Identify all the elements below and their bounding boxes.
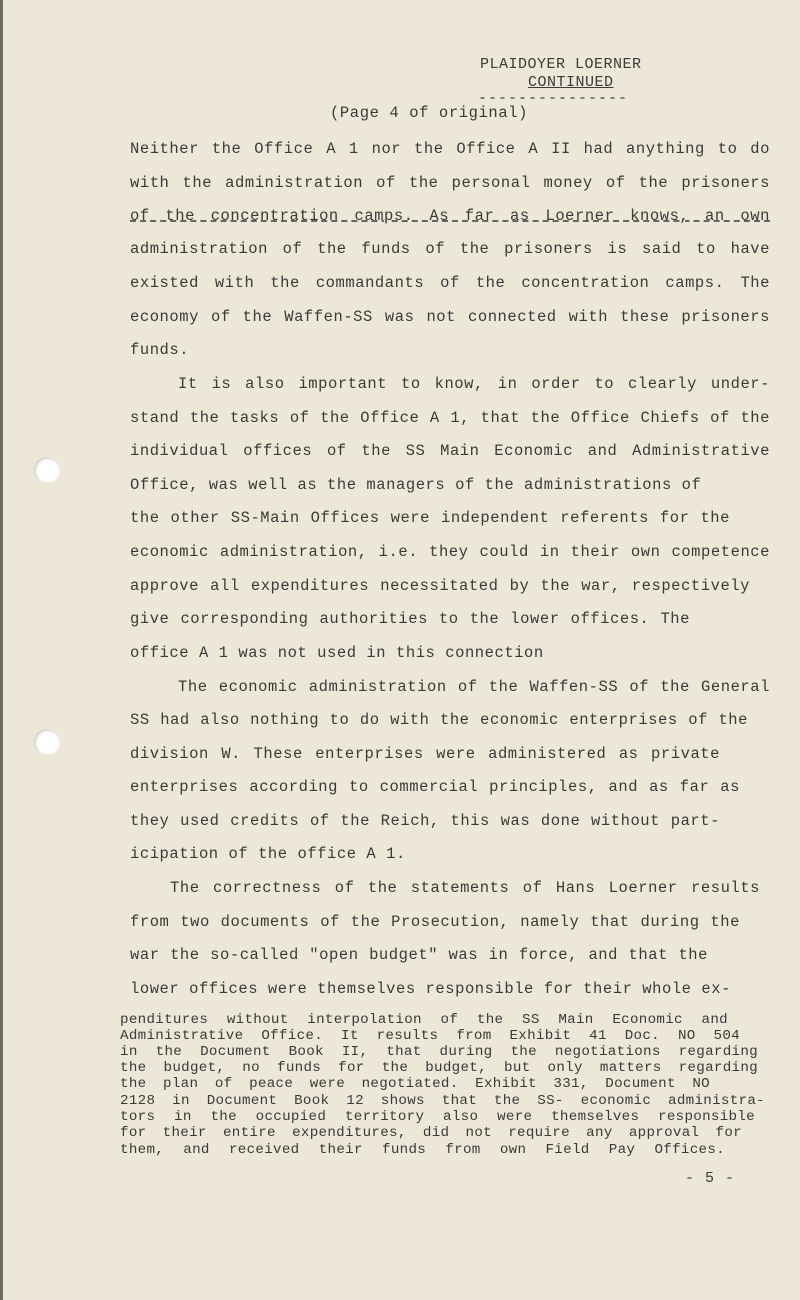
document-header bbox=[478, 56, 678, 108]
text-line: war the so-called "open budget" was in force, and that the bbox=[130, 946, 708, 964]
text-line: Neither the Office A 1 nor the Office A II had anything to do bbox=[130, 140, 770, 158]
text-line: of the concentration camps. As far as Loerner knows, an own bbox=[130, 207, 770, 225]
text-line: enterprises according to commercial principles, and as far as bbox=[130, 778, 740, 796]
text-line: the other SS-Main Offices were independent referents for the bbox=[130, 509, 730, 527]
text-line: with the administration of the personal money of the prisoners bbox=[130, 174, 770, 192]
punch-hole-bottom bbox=[34, 729, 60, 755]
text-line: division W. These enterprises were administered as private bbox=[130, 745, 720, 763]
text-line: The correctness of the statements of Hans Loerner results bbox=[170, 879, 760, 897]
text-line: Office, was well as the managers of the administrations of bbox=[130, 476, 702, 494]
text-line-small: penditures without interpolation of the SS Main Economic and bbox=[120, 1012, 728, 1028]
header-rule: --------------- bbox=[478, 90, 629, 107]
text-line: existed with the commandants of the concentration camps. The bbox=[130, 274, 770, 292]
text-line-small: tors in the occupied territory also were themselves responsible bbox=[120, 1109, 755, 1125]
text-line: SS had also nothing to do with the economic enterprises of the bbox=[130, 711, 748, 729]
page-number: - 5 - bbox=[685, 1170, 736, 1187]
text-line: give corresponding authorities to the lower offices. The bbox=[130, 610, 690, 628]
text-line: lower offices were themselves responsible for their whole ex- bbox=[130, 980, 731, 998]
text-line: economy of the Waffen-SS was not connected with these prisoners bbox=[130, 308, 770, 326]
page-reference: (Page 4 of original) bbox=[330, 104, 529, 122]
text-line: they used credits of the Reich, this was done without part- bbox=[130, 812, 720, 830]
text-line-small: in the Document Book II, that during the negotiations regarding bbox=[120, 1044, 758, 1060]
header-title: PLAIDOYER LOERNER bbox=[480, 56, 642, 73]
text-line: from two documents of the Prosecution, namely that during the bbox=[130, 913, 740, 931]
text-line: economic administration, i.e. they could in their own competence bbox=[130, 543, 770, 561]
text-line: The economic administration of the Waffen-SS of the General bbox=[178, 678, 770, 696]
text-line-small: Administrative Office. It results from Exhibit 41 Doc. NO 504 bbox=[120, 1028, 740, 1044]
text-line-small: them, and received their funds from own Field Pay Offices. bbox=[120, 1142, 725, 1158]
text-line: approve all expenditures necessitated by the war, respectively bbox=[130, 577, 750, 595]
text-line: administration of the funds of the prisoners is said to have bbox=[130, 240, 770, 258]
text-line: funds. bbox=[130, 341, 190, 359]
text-line: office A 1 was not used in this connection bbox=[130, 644, 544, 662]
text-line-small: for their entire expenditures, did not require any approval for bbox=[120, 1125, 742, 1141]
text-line: stand the tasks of the Office A 1, that the Office Chiefs of the bbox=[130, 409, 770, 427]
page-edge bbox=[0, 0, 3, 1300]
text-line: icipation of the office A 1. bbox=[130, 845, 406, 863]
text-line-small: 2128 in Document Book 12 shows that the SS- economic administra- bbox=[120, 1093, 765, 1109]
text-line: individual offices of the SS Main Economic and Administrative bbox=[130, 442, 770, 460]
text-line-small: the plan of peace were negotiated. Exhibit 331, Document NO bbox=[120, 1076, 710, 1092]
text-line: It is also important to know, in order to clearly under- bbox=[178, 375, 770, 393]
punch-hole-top bbox=[34, 457, 60, 483]
text-line-small: the budget, no funds for the budget, but only matters regarding bbox=[120, 1060, 758, 1076]
header-subtitle: CONTINUED bbox=[528, 74, 614, 91]
